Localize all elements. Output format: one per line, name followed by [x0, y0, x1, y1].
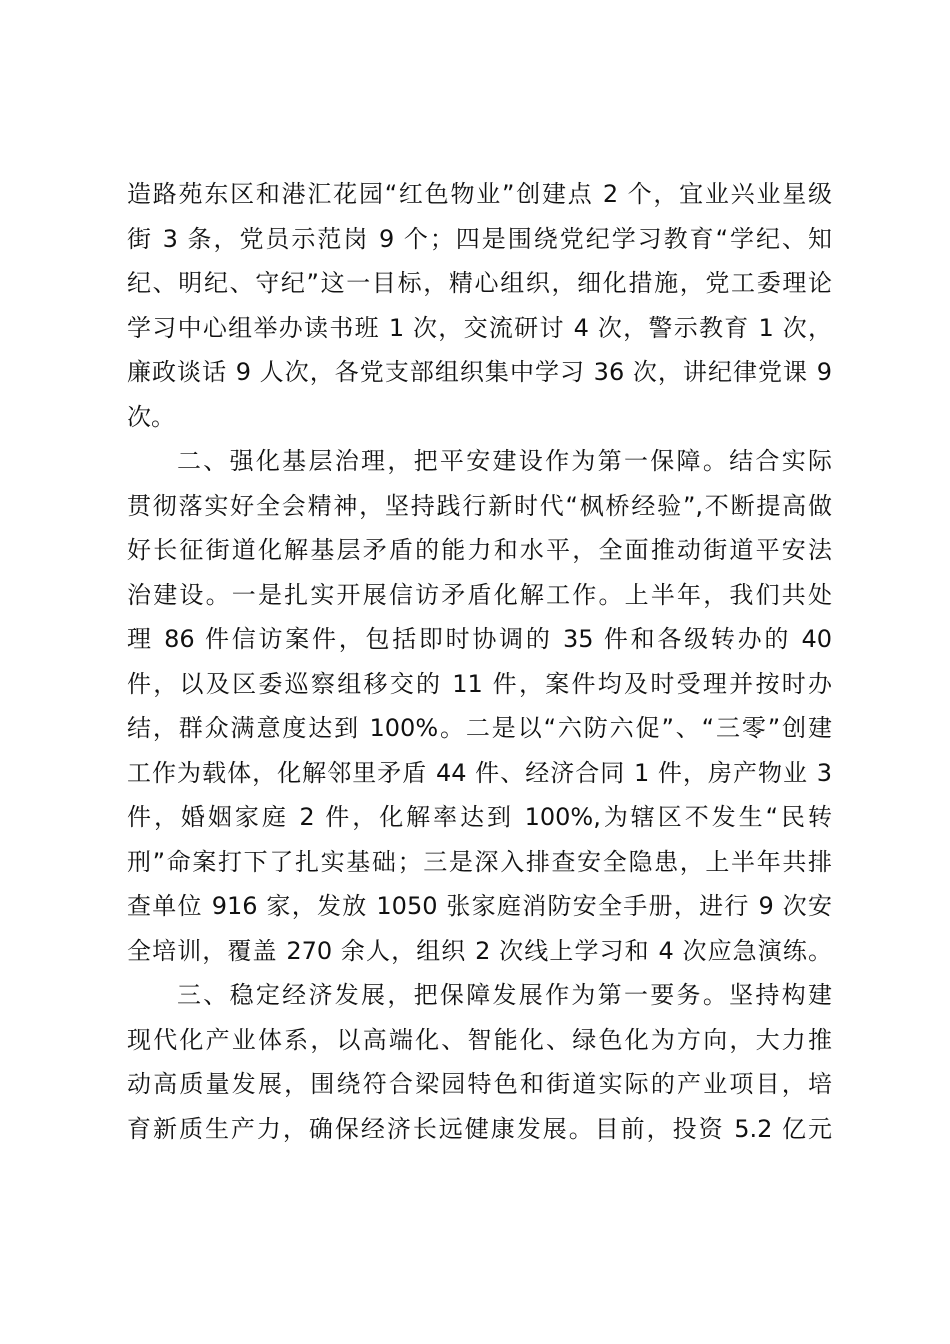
section-heading-line: 三、稳定经济发展，把保障发展作为第一要务。坚持构建: [177, 981, 832, 1009]
text-line: 次。: [127, 402, 175, 431]
text-line: 查单位 916 家，发放 1050 张家庭消防安全手册，进行 9 次安: [127, 892, 832, 920]
text-line: 贯彻落实好全会精神，坚持践行新时代“枫桥经验”,不断提高做: [127, 491, 832, 520]
text-line: 件，婚姻家庭 2 件，化解率达到 100%,为辖区不发生“民转: [127, 803, 832, 831]
text-line: 造路苑东区和港汇花园“红色物业”创建点 2 个，宜业兴业星级: [127, 180, 832, 208]
text-line: 结，群众满意度达到 100%。二是以“六防六促”、“三零”创建: [127, 714, 832, 742]
text-line: 工作为载体，化解邻里矛盾 44 件、经济合同 1 件，房产物业 3: [127, 758, 832, 787]
text-line: 学习中心组举办读书班 1 次，交流研讨 4 次，警示教育 1 次，: [127, 313, 832, 342]
text-line: 治建设。一是扎实开展信访矛盾化解工作。上半年，我们共处: [127, 580, 832, 609]
text-line: 育新质生产力，确保经济长远健康发展。目前，投资 5.2 亿元: [127, 1114, 832, 1143]
text-line: 街 3 条，党员示范岗 9 个；四是围绕党纪学习教育“学纪、知: [127, 224, 832, 253]
text-line: 件，以及区委巡察组移交的 11 件，案件均及时受理并按时办: [127, 669, 832, 698]
text-line: 纪、明纪、守纪”这一目标，精心组织，细化措施，党工委理论: [127, 269, 832, 297]
text-line: 理 86 件信访案件，包括即时协调的 35 件和各级转办的 40: [127, 625, 832, 653]
document-body: [127, 172, 832, 1151]
text-line: 动高质量发展，围绕符合梁园特色和街道实际的产业项目，培: [127, 1070, 832, 1098]
text-line: 全培训，覆盖 270 余人，组织 2 次线上学习和 4 次应急演练。: [127, 936, 832, 965]
text-line: 现代化产业体系，以高端化、智能化、绿色化为方向，大力推: [127, 1025, 832, 1054]
text-line: 好长征街道化解基层矛盾的能力和水平，全面推动街道平安法: [127, 536, 832, 564]
text-line: 廉政谈话 9 人次，各党支部组织集中学习 36 次，讲纪律党课 9: [127, 358, 832, 386]
text-line: 刑”命案打下了扎实基础；三是深入排查安全隐患，上半年共排: [127, 847, 832, 876]
section-heading-line: 二、强化基层治理，把平安建设作为第一保障。结合实际: [177, 447, 832, 475]
